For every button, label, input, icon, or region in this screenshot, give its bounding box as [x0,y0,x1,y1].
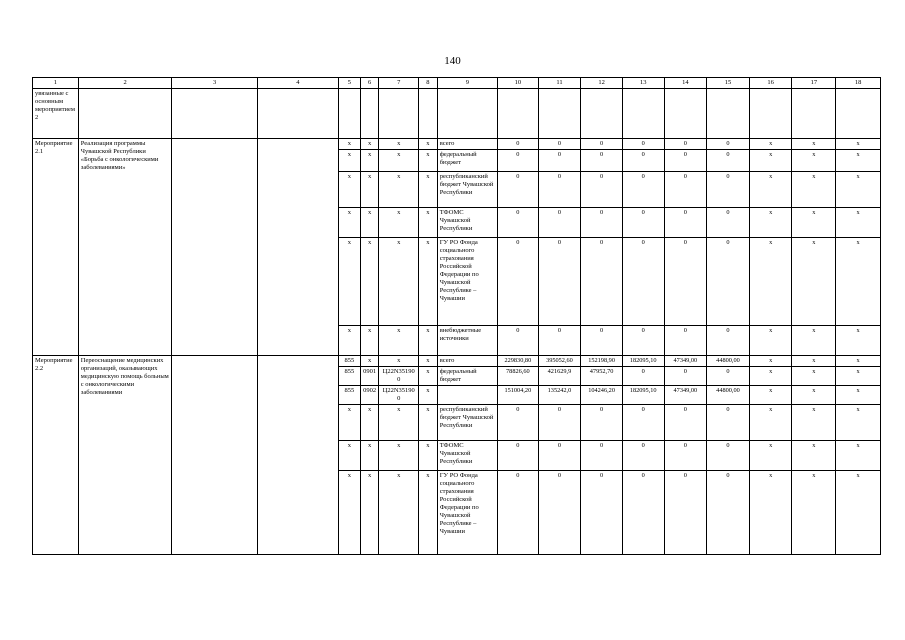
value-cell: 395052,60 [538,356,581,367]
value-cell: 0 [707,208,750,238]
grbs-cell: х [338,405,360,441]
col-num: 16 [749,78,792,89]
expense-group-cell: х [418,356,437,367]
measure-code: Мероприятие 2.1 [33,139,79,356]
value-cell: 0 [538,326,581,356]
value-cell: х [836,326,881,356]
grbs-cell: х [338,471,360,555]
empty-cell [257,356,338,555]
target-article-cell: х [379,405,419,441]
page-number: 140 [444,55,461,67]
value-cell: 47349,00 [664,386,707,405]
value-cell: 0 [538,238,581,326]
value-cell: 151004,20 [498,386,539,405]
section-cell: х [360,139,379,150]
col-num: 17 [792,78,836,89]
target-article-cell: х [379,238,419,326]
value-cell: х [792,367,836,386]
empty-cell [172,356,257,555]
value-cell: 47952,70 [581,367,623,386]
value-cell: 0 [707,150,750,172]
section-cell: х [360,441,379,471]
col-num: 12 [581,78,623,89]
value-cell: х [792,208,836,238]
value-cell: 0 [581,172,623,208]
target-article-cell: х [379,208,419,238]
value-cell: 0 [664,139,707,150]
expense-group-cell: х [418,172,437,208]
col-num: 9 [437,78,497,89]
empty-cell [172,139,257,356]
section-cell: х [360,326,379,356]
grbs-cell: 855 [338,386,360,405]
value-cell: 0 [664,172,707,208]
value-cell: 0 [707,471,750,555]
target-article-cell: х [379,441,419,471]
value-cell: х [836,471,881,555]
value-cell: х [792,238,836,326]
value-cell: х [749,172,792,208]
value-cell: 0 [538,172,581,208]
section-cell: х [360,405,379,441]
value-cell: х [836,208,881,238]
value-cell: х [836,238,881,326]
value-cell: х [836,441,881,471]
grbs-cell: х [338,238,360,326]
value-cell: х [836,367,881,386]
value-cell: 0 [498,326,539,356]
value-cell: х [749,441,792,471]
value-cell: 0 [707,326,750,356]
value-cell: 0 [538,208,581,238]
value-cell: 0 [664,471,707,555]
target-article-cell: х [379,139,419,150]
expense-group-cell: х [418,405,437,441]
value-cell: 0 [664,405,707,441]
value-cell: х [749,208,792,238]
value-cell: 229830,80 [498,356,539,367]
value-cell: х [749,386,792,405]
value-cell: 0 [498,441,539,471]
value-cell: х [836,386,881,405]
value-cell: 47349,00 [664,356,707,367]
section-cell: х [360,238,379,326]
funding-source-cell: ТФОМС Чувашской Республики [437,441,497,471]
table-row [33,139,881,150]
value-cell: х [749,471,792,555]
value-cell: 0 [664,326,707,356]
expense-group-cell: х [418,150,437,172]
value-cell: 0 [622,150,664,172]
col-num: 11 [538,78,581,89]
value-cell: 78826,60 [498,367,539,386]
value-cell: 0 [707,172,750,208]
value-cell: 0 [498,405,539,441]
value-cell: 0 [664,441,707,471]
value-cell: 0 [498,172,539,208]
grbs-cell: х [338,139,360,150]
col-num: 7 [379,78,419,89]
section-cell: 0902 [360,386,379,405]
value-cell: 0 [664,150,707,172]
section-cell: х [360,172,379,208]
value-cell: 0 [622,441,664,471]
section-cell: х [360,356,379,367]
col-num: 1 [33,78,79,89]
value-cell: х [836,356,881,367]
grbs-cell: х [338,172,360,208]
value-cell: 0 [581,150,623,172]
section-cell: х [360,150,379,172]
value-cell: 0 [498,150,539,172]
value-cell: 0 [581,139,623,150]
value-cell: х [749,367,792,386]
funding-source-cell: федеральный бюджет [437,150,497,172]
value-cell: 0 [538,405,581,441]
value-cell: 0 [622,405,664,441]
funding-source-cell: республиканский бюджет Чувашской Республики [437,172,497,208]
value-cell: х [836,405,881,441]
value-cell: х [749,139,792,150]
value-cell: 182095,10 [622,386,664,405]
funding-source-cell [437,386,497,405]
grbs-cell: х [338,208,360,238]
expense-group-cell: х [418,386,437,405]
value-cell: 0 [707,405,750,441]
value-cell: х [792,139,836,150]
target-article-cell: х [379,172,419,208]
expense-group-cell: х [418,238,437,326]
value-cell: х [749,326,792,356]
continuation-label: увязанные с основным мероприятием 2 [33,89,79,139]
value-cell: 0 [622,238,664,326]
expense-group-cell: х [418,367,437,386]
value-cell: х [792,150,836,172]
value-cell: х [792,405,836,441]
value-cell: 0 [538,471,581,555]
value-cell: х [749,405,792,441]
funding-source-cell: федеральный бюджет [437,367,497,386]
continuation-row [33,89,881,139]
value-cell: х [792,441,836,471]
target-article-cell: Ц22N351900 [379,367,419,386]
funding-source-cell: всего [437,139,497,150]
col-num: 2 [78,78,172,89]
value-cell: х [749,238,792,326]
grbs-cell: х [338,441,360,471]
value-cell: 0 [538,441,581,471]
column-number-row [33,78,881,89]
grbs-cell: х [338,326,360,356]
value-cell: 0 [707,367,750,386]
value-cell: 0 [498,238,539,326]
value-cell: 0 [538,150,581,172]
expense-group-cell: х [418,471,437,555]
grbs-cell: 855 [338,367,360,386]
expense-group-cell: х [418,208,437,238]
value-cell: х [792,172,836,208]
value-cell: х [792,471,836,555]
value-cell: х [836,172,881,208]
value-cell: 0 [664,208,707,238]
value-cell: х [836,150,881,172]
funding-source-cell: ГУ РО Фонда социального страхования Российской Федерации по Чувашской Республике – Чувашии [437,238,497,326]
measure-name: Реализация программы Чувашской Республики «Борьба с онкологическими заболеваниями» [78,139,172,356]
value-cell: 104246,20 [581,386,623,405]
value-cell: 421629,9 [538,367,581,386]
value-cell: 44800,00 [707,356,750,367]
funding-source-cell: ГУ РО Фонда социального страхования Российской Федерации по Чувашской Республике – Чувашии [437,471,497,555]
value-cell: 0 [498,208,539,238]
expense-group-cell: х [418,441,437,471]
value-cell: 0 [498,471,539,555]
funding-source-cell: ТФОМС Чувашской Республики [437,208,497,238]
value-cell: 0 [538,139,581,150]
expense-group-cell: х [418,326,437,356]
col-num: 5 [338,78,360,89]
value-cell: 0 [622,471,664,555]
grbs-cell: 855 [338,356,360,367]
col-num: 15 [707,78,750,89]
funding-source-cell: республиканский бюджет Чувашской Республики [437,405,497,441]
value-cell: 0 [622,326,664,356]
value-cell: х [749,356,792,367]
funding-source-cell: всего [437,356,497,367]
value-cell: 0 [581,441,623,471]
target-article-cell: х [379,150,419,172]
grbs-cell: х [338,150,360,172]
value-cell: 0 [664,238,707,326]
col-num: 10 [498,78,539,89]
value-cell: 44800,00 [707,386,750,405]
empty-cell [257,139,338,356]
col-num: 6 [360,78,379,89]
value-cell: 0 [622,208,664,238]
value-cell: 0 [707,441,750,471]
col-num: 18 [836,78,881,89]
value-cell: 0 [622,139,664,150]
section-cell: х [360,471,379,555]
budget-table [32,77,881,555]
value-cell: 0 [707,238,750,326]
value-cell: х [749,150,792,172]
value-cell: 0 [622,172,664,208]
target-article-cell: х [379,326,419,356]
table-row [33,356,881,367]
value-cell: х [836,139,881,150]
col-num: 8 [418,78,437,89]
col-num: 14 [664,78,707,89]
value-cell: 0 [622,367,664,386]
funding-source-cell: внебюджетные источники [437,326,497,356]
value-cell: 0 [581,208,623,238]
value-cell: 0 [581,326,623,356]
value-cell: 0 [498,139,539,150]
value-cell: 0 [581,405,623,441]
value-cell: х [792,326,836,356]
target-article-cell: х [379,356,419,367]
section-cell: 0901 [360,367,379,386]
value-cell: 182095,10 [622,356,664,367]
value-cell: 0 [581,238,623,326]
target-article-cell: Ц22N351900 [379,386,419,405]
expense-group-cell: х [418,139,437,150]
measure-name: Переоснащение медицинских организаций, оказывающих медицинскую помощь больным с онкологическими заболеваниями [78,356,172,555]
value-cell: 135242,0 [538,386,581,405]
measure-code: Мероприятие 2.2 [33,356,79,555]
value-cell: 0 [707,139,750,150]
section-cell: х [360,208,379,238]
col-num: 3 [172,78,257,89]
value-cell: 152198,90 [581,356,623,367]
value-cell: х [792,356,836,367]
value-cell: х [792,386,836,405]
value-cell: 0 [664,367,707,386]
target-article-cell: х [379,471,419,555]
value-cell: 0 [581,471,623,555]
col-num: 4 [257,78,338,89]
col-num: 13 [622,78,664,89]
